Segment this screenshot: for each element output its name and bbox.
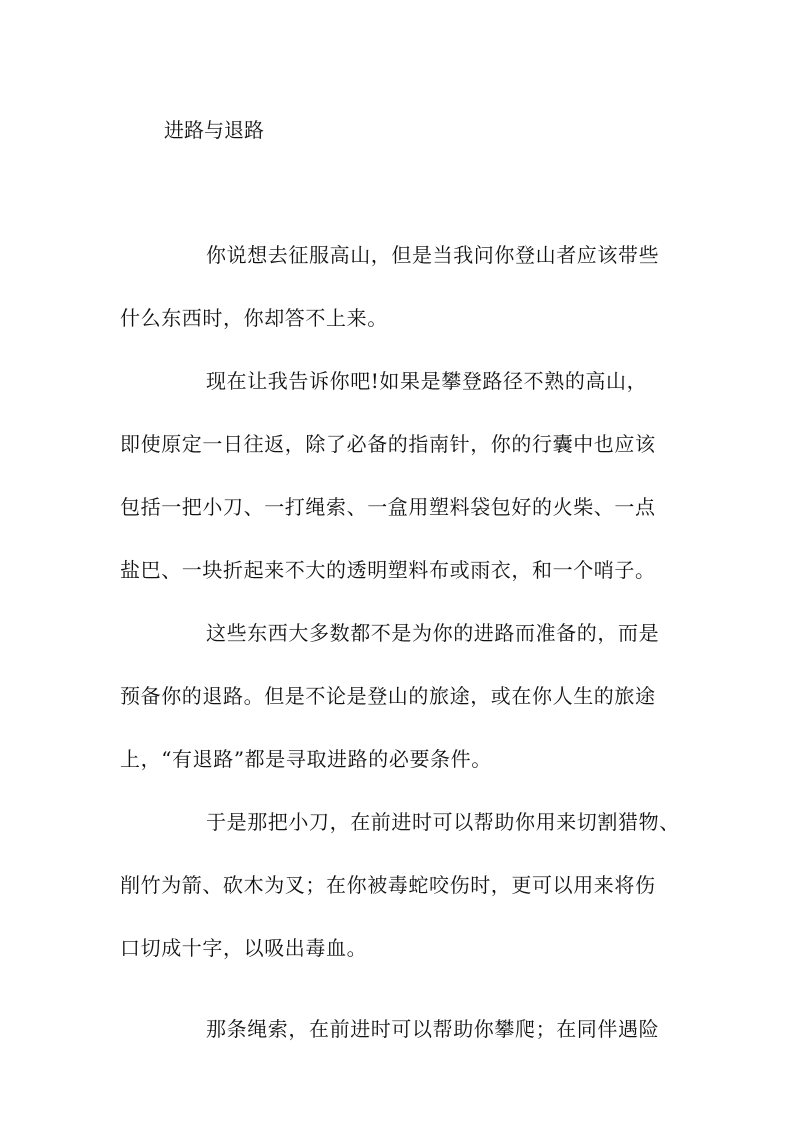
paragraph-line: 包括一把小刀、一打绳索、一盒用塑料袋包好的火柴、一点 — [120, 495, 656, 519]
paragraph-line: 即使原定一日往返，除了必备的指南针，你的行囊中也应该 — [120, 432, 656, 456]
paragraph-line: 盐巴、一块折起来不大的透明塑料布或雨衣，和一个哨子。 — [120, 558, 656, 582]
paragraph-line: 于是那把小刀，在前进时可以帮助你用来切割猎物、 — [206, 810, 680, 834]
paragraph-line: 削竹为箭、砍木为叉；在你被毒蛇咬伤时，更可以用来将伤 — [120, 873, 656, 897]
document-title: 进路与退路 — [164, 118, 264, 142]
paragraph-line: 这些东西大多数都不是为你的进路而准备的，而是 — [206, 621, 660, 645]
paragraph-line: 你说想去征服高山，但是当我问你登山者应该带些 — [206, 243, 660, 267]
paragraph-line: 口切成十字，以吸出毒血。 — [120, 936, 368, 960]
paragraph-line: 上，“有退路”都是寻取进路的必要条件。 — [120, 747, 492, 771]
paragraph-line: 那条绳索，在前进时可以帮助你攀爬；在同伴遇险 — [206, 1017, 660, 1041]
paragraph-line: 现在让我告诉你吧!如果是攀登路径不熟的高山， — [206, 369, 648, 393]
paragraph-line: 预备你的退路。但是不论是登山的旅途，或在你人生的旅途 — [120, 684, 656, 708]
paragraph-line: 什么东西时，你却答不上来。 — [120, 306, 388, 330]
